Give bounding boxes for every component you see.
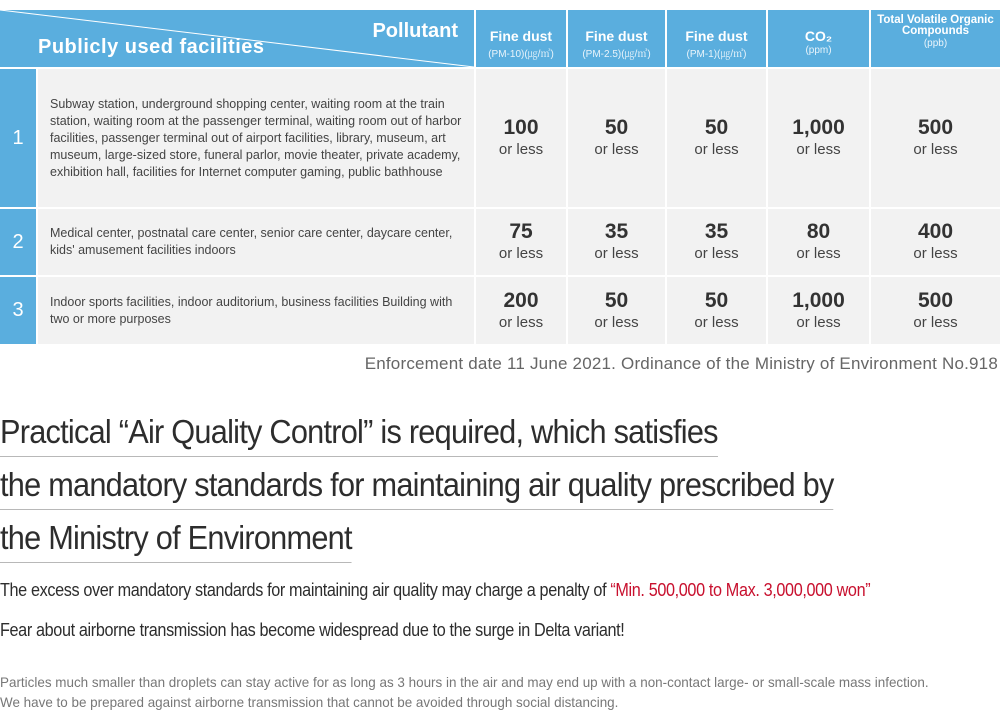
qualifier-text: or less [594,245,639,262]
column-unit: (PM-1)(㎍/㎥) [686,49,747,60]
qualifier-text: or less [498,141,544,158]
header-tvoc [871,10,1000,67]
value-cell [871,69,1000,207]
standard-value: 75 [509,220,533,243]
qualifier-text: or less [796,245,841,262]
row-number: 1 [0,69,36,207]
penalty-prefix: The excess over mandatory standards for maintaining air quality may charge a penalty of [0,580,611,600]
headline-line-1: Practical “Air Quality Control” is required, which satisfies [0,410,718,457]
facility-text: Subway station, underground shopping center, waiting room at the train station, waiting room at the passenger terminal, waiting room out of harbor facilities, passenger terminal out of airport facilities, library, museum, art museum, large-sized store, funeral parlor, movie theater, private academy, exhibition hall, facilities for Internet computer gaming, public bathhouse [50,96,462,179]
value-cell [768,277,869,344]
column-unit: (ppm) [805,45,832,56]
headline-line-3: the Ministry of Environment [0,516,352,563]
value-cell [568,209,665,275]
value-cell [667,277,766,344]
facility-description [38,69,474,207]
value-cell [568,69,665,207]
standard-value: 1,000 [792,116,845,139]
qualifier-text: or less [694,245,739,262]
qualifier-text: or less [694,141,739,158]
qualifier-text: or less [796,313,841,331]
qualifier-text: or less [913,245,958,262]
qualifier-text: or less [913,313,958,331]
qualifier-text: or less [913,141,958,158]
value-cell [476,277,566,344]
qualifier-text: or less [694,313,739,331]
enforcement-note: Enforcement date 11 June 2021. Ordinance of the Ministry of Environment No.918 [364,354,998,373]
header-pm25 [568,10,665,67]
value-cell [667,69,766,207]
column-name: Fine dust [685,28,748,44]
standard-value: 200 [503,288,539,312]
value-cell [871,277,1000,344]
column-unit: (ppb) [923,38,948,49]
air-quality-standards-table [0,10,1000,344]
headline-line-2: the mandatory standards for maintaining air quality prescribed by [0,463,834,510]
pollutant-label: Pollutant [372,20,458,42]
value-cell [476,69,566,207]
column-name: Total Volatile Organic Compounds [877,14,994,37]
header-pm10 [476,10,566,67]
headline [0,410,896,569]
footnote-line-1: Particles much smaller than droplets can stay active for as long as 3 hours in the air and may end up with a non-contact large- or small-scale mass infection. [0,674,929,690]
qualifier-text: or less [594,141,639,158]
value-cell [667,209,766,275]
standard-value: 50 [704,288,729,312]
standard-value: 500 [917,116,954,139]
facility-text: Medical center, postnatal care center, senior care center, daycare center, kids' amusement facilities indoors [50,226,453,257]
qualifier-text: or less [594,313,639,331]
row-number: 3 [0,277,36,344]
table-row [0,277,1000,344]
column-name: Fine dust [489,28,553,44]
qualifier-text: or less [796,141,841,158]
table-header [0,10,1000,67]
standard-value: 35 [604,220,629,243]
row-number: 2 [0,209,36,275]
standard-value: 400 [917,220,954,243]
standard-value: 1,000 [792,288,845,312]
standard-value: 50 [604,116,629,139]
value-cell [871,209,1000,275]
value-cell [476,209,566,275]
column-name: Fine dust [585,28,648,44]
value-cell [768,209,869,275]
standard-value: 80 [806,220,831,243]
qualifier-text: or less [498,313,544,331]
footnote-line-2: We have to be prepared against airborne transmission that cannot be avoided through social distancing. [0,694,619,710]
value-cell [568,277,665,344]
delta-note: Fear about airborne transmission has become widespread due to the surge in Delta variant! [0,620,625,640]
facilities-label: Publicly used facilities [38,36,265,58]
penalty-statement [0,580,870,601]
header-pm1 [667,10,766,67]
standard-value: 500 [917,288,954,312]
table-row [0,69,1000,207]
standard-value: 35 [704,220,729,243]
facility-description [38,209,474,275]
facility-description [38,277,474,344]
qualifier-text: or less [498,245,544,262]
column-unit: (PM-10)(㎍/㎥) [488,49,554,60]
penalty-amount: “Min. 500,000 to Max. 3,000,000 won” [610,580,871,600]
value-cell [768,69,869,207]
standard-value: 100 [503,116,539,139]
facility-text: Indoor sports facilities, indoor auditorium, business facilities Building with two or more purposes [50,294,453,326]
table-row [0,209,1000,275]
column-name: CO₂ [804,28,833,44]
standard-value: 50 [604,288,629,312]
column-unit: (PM-2.5)(㎍/㎥) [582,49,651,60]
header-co2 [768,10,869,67]
header-corner-cell [0,10,474,67]
standard-value: 50 [704,116,729,139]
